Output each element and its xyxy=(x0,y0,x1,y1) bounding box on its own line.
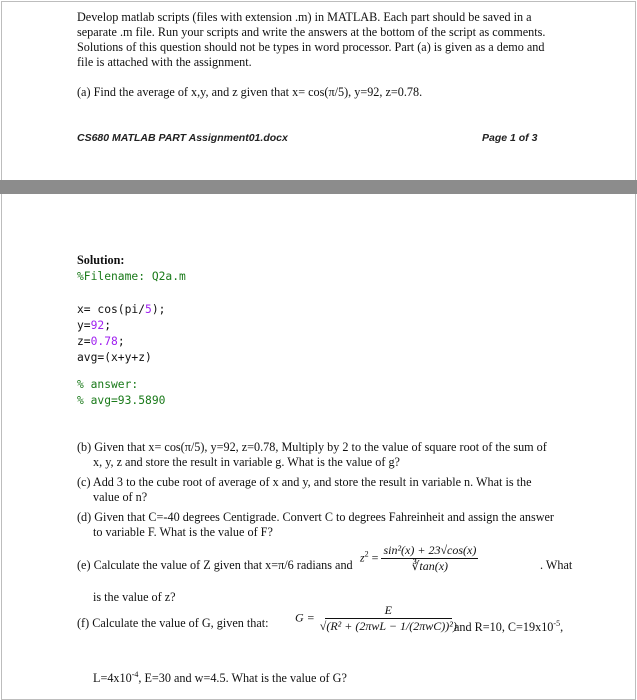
intro-line: file is attached with the assignment. xyxy=(77,55,252,69)
code-line-x xyxy=(77,303,165,316)
code-number: 5 xyxy=(145,303,152,316)
intro-paragraph xyxy=(77,10,577,70)
part-f-given xyxy=(454,616,563,635)
given-exponent: -5 xyxy=(553,619,561,628)
formula-fraction xyxy=(318,603,459,634)
code-number: 0.78 xyxy=(90,335,118,348)
part-e-question: (e) Calculate the value of Z given that x=π/6 radians and xyxy=(77,558,353,572)
part-e-what: . What xyxy=(540,558,573,572)
code-text: ; xyxy=(104,319,112,332)
page-separator xyxy=(0,180,637,194)
given-text: and R=10, C=19x10 xyxy=(454,620,554,635)
code-text: ; xyxy=(117,335,125,348)
code-text: y= xyxy=(77,319,91,332)
formula-numerator: E xyxy=(325,603,452,619)
code-text: ); xyxy=(151,303,166,316)
part-c-line: (c) Add 3 to the cube root of average of x and y, and store the result in variable n. What is the xyxy=(77,475,532,489)
part-c-question xyxy=(77,475,577,505)
formula-lhs: z xyxy=(360,550,365,565)
part-f-formula xyxy=(295,603,459,634)
formula-lhs-exp: 2 xyxy=(364,549,369,559)
part-d-question xyxy=(77,510,577,540)
formula-fraction xyxy=(381,543,478,574)
page-number: Page 1 of 3 xyxy=(482,132,538,144)
code-line-y xyxy=(77,319,111,332)
code-line-z xyxy=(77,335,125,348)
formula-equals: = xyxy=(368,550,382,565)
intro-line: Solutions of this question should not be types in word processor. Part (a) is given as a demo and xyxy=(77,40,545,54)
code-line-avg: avg=(x+y+z) xyxy=(77,351,152,364)
document-filename: CS680 MATLAB PART Assignment01.docx xyxy=(77,132,288,144)
code-text: z= xyxy=(77,335,91,348)
formula-numerator: sin²(x) + 23√cos(x) xyxy=(383,543,477,557)
line2-text: , E=30 and w=4.5. What is the value of G? xyxy=(138,671,347,686)
part-b-question xyxy=(77,440,577,470)
solution-heading: Solution: xyxy=(77,253,125,267)
code-number: 92 xyxy=(90,319,105,332)
part-d-line: to variable F. What is the value of F? xyxy=(93,525,273,539)
part-e-formula xyxy=(360,543,478,574)
part-b-line: (b) Given that x= cos(π/5), y=92, z=0.78, Multiply by 2 to the value of square root of the sum of xyxy=(77,440,547,454)
line2-exponent: -4 xyxy=(131,670,139,679)
answer-comment: % answer: xyxy=(77,378,139,391)
answer-value-comment: % avg=93.5890 xyxy=(77,394,166,407)
given-tail: , xyxy=(560,620,564,635)
code-text: x= cos(pi/ xyxy=(77,303,146,316)
formula-denominator: ∛tan(x) xyxy=(411,559,449,573)
formula-denominator: √(R² + (2πwL − 1/(2πwC))²) xyxy=(319,619,457,633)
part-b-line: x, y, z and store the result in variable g. What is the value of g? xyxy=(93,455,400,469)
part-e-line2: is the value of z? xyxy=(93,590,176,604)
part-f-question: (f) Calculate the value of G, given that: xyxy=(77,616,269,630)
formula-lhs: G = xyxy=(295,610,315,625)
line2-text: L=4x10 xyxy=(93,671,132,686)
part-c-line: value of n? xyxy=(93,490,148,504)
part-d-line: (d) Given that C=-40 degrees Centigrade. Convert C to degrees Fahreinheit and assign the answer xyxy=(77,510,554,524)
part-f-line2 xyxy=(93,667,347,686)
intro-line: Develop matlab scripts (files with extension .m) in MATLAB. Each part should be saved in a xyxy=(77,10,532,24)
filename-comment: %Filename: Q2a.m xyxy=(77,270,186,283)
intro-line: separate .m file. Run your scripts and write the answers at the bottom of the script as comments. xyxy=(77,25,546,39)
part-a-question: (a) Find the average of x,y, and z given that x= cos(π/5), y=92, z=0.78. xyxy=(77,85,423,99)
